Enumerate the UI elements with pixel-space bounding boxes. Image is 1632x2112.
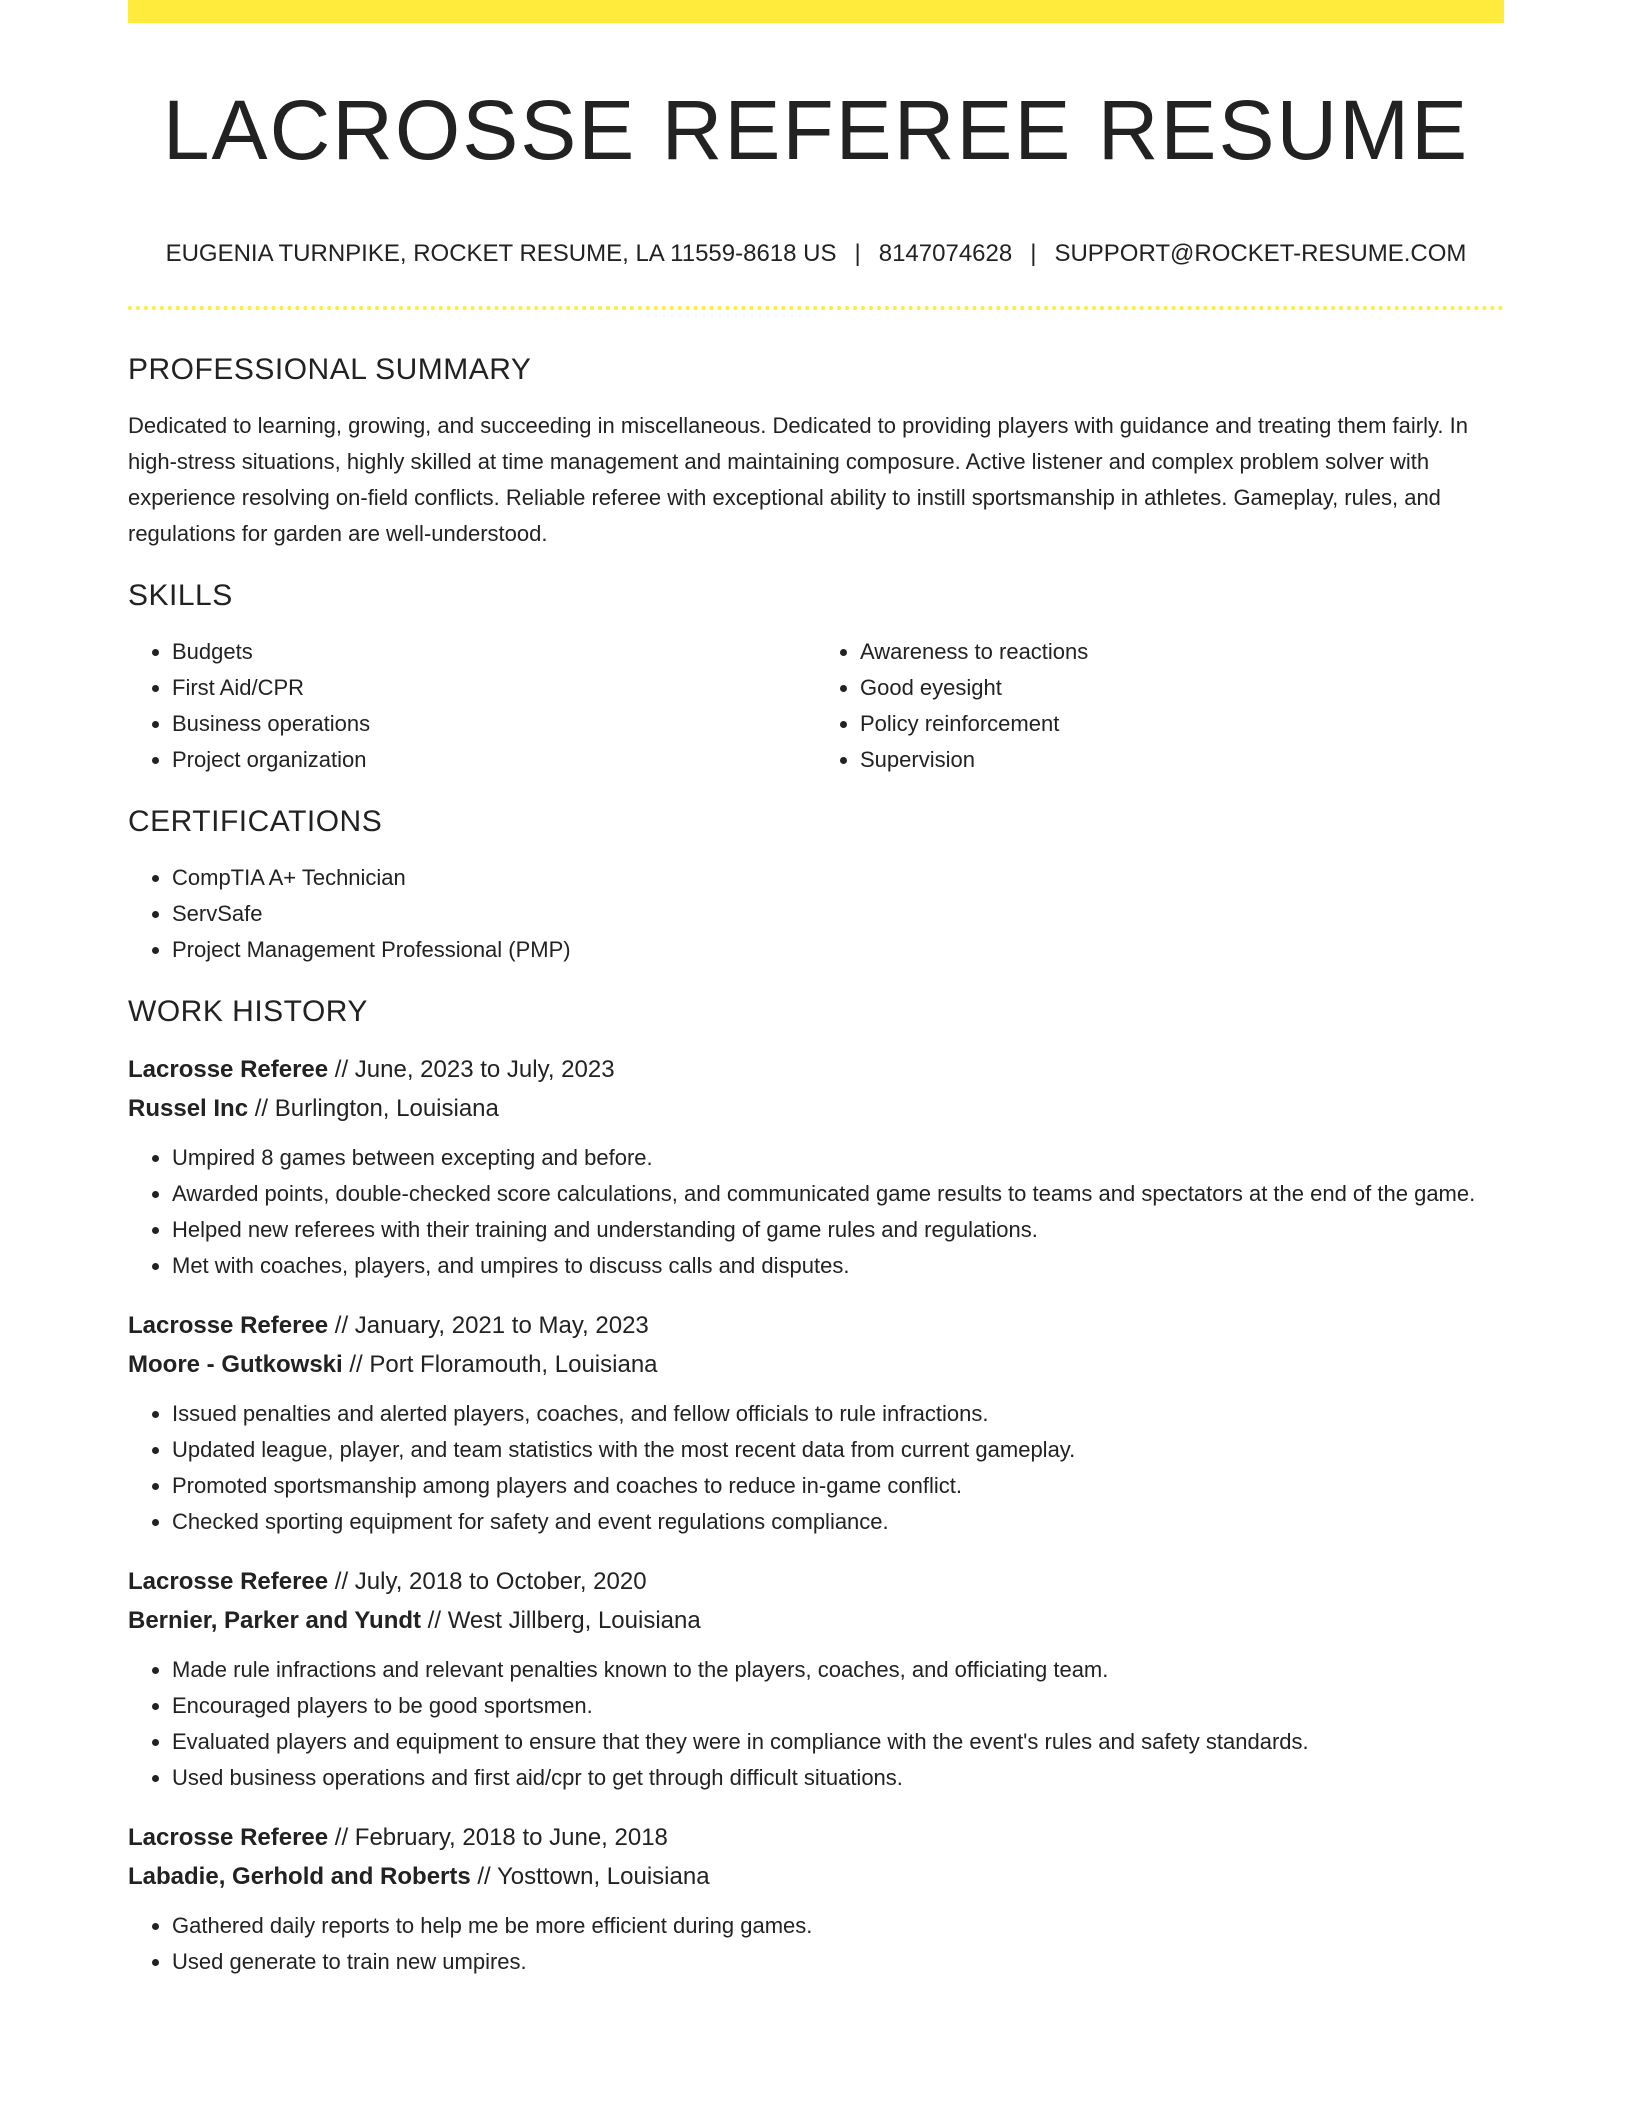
job-bullet: • Met with coaches, players, and umpires to discuss calls and disputes.	[172, 1248, 1504, 1284]
job-dates: // June, 2023 to July, 2023	[328, 1056, 615, 1083]
certifications-list	[128, 860, 1504, 968]
job-title-line	[128, 1050, 1504, 1089]
job-entry	[128, 1050, 1504, 1284]
contact-phone: 8147074628	[878, 240, 1013, 267]
job-title-line	[128, 1818, 1504, 1857]
certification-item: • ServSafe	[172, 896, 1504, 932]
certification-item: • Project Management Professional (PMP)	[172, 932, 1504, 968]
certifications-section	[128, 802, 1504, 968]
job-bullet: • Awarded points, double-checked score calculations, and communicated game results to teams and spectators at the end of the game.	[172, 1176, 1504, 1212]
work-history-section	[128, 992, 1504, 1980]
contact-address: EUGENIA TURNPIKE, ROCKET RESUME, LA 11559-8618 US	[165, 240, 837, 267]
section-heading: CERTIFICATIONS	[128, 805, 383, 838]
summary-text: Dedicated to learning, growing, and succeeding in miscellaneous. Dedicated to providing players with guidance and treating them fairly. In high-stress situations, highly skilled at time management and maintaining composure. Active listener and complex problem solver with experience resolving on-field conflicts. Reliable referee with exceptional ability to instill sportsmanship in athletes. Gameplay, rules, and regulations for garden are well-understood.	[128, 413, 1468, 546]
job-bullet: • Encouraged players to be good sportsmen.	[172, 1688, 1504, 1724]
job-location: // Port Floramouth, Louisiana	[342, 1351, 658, 1378]
job-bullet: • Promoted sportsmanship among players and coaches to reduce in-game conflict.	[172, 1468, 1504, 1504]
job-bullet: • Helped new referees with their training and understanding of game rules and regulations.	[172, 1212, 1504, 1248]
job-dates: // February, 2018 to June, 2018	[328, 1824, 668, 1851]
job-bullets	[128, 1140, 1504, 1284]
contact-email: SUPPORT@ROCKET-RESUME.COM	[1054, 240, 1467, 267]
job-bullet: • Used generate to train new umpires.	[172, 1944, 1504, 1980]
job-bullet: • Checked sporting equipment for safety and event regulations compliance.	[172, 1504, 1504, 1540]
job-entry	[128, 1562, 1504, 1796]
job-company: Labadie, Gerhold and Roberts	[128, 1863, 471, 1890]
section-heading: WORK HISTORY	[128, 995, 368, 1028]
skills-grid	[128, 634, 1504, 802]
skill-item: • Awareness to reactions	[860, 634, 1504, 670]
job-bullet: • Evaluated players and equipment to ensure that they were in compliance with the event's rules and safety standards.	[172, 1724, 1504, 1760]
job-title: Lacrosse Referee	[128, 1824, 329, 1851]
job-bullet: • Updated league, player, and team statistics with the most recent data from current gameplay.	[172, 1432, 1504, 1468]
skill-item: • Supervision	[860, 742, 1504, 778]
contact-separator: |	[1030, 240, 1037, 267]
job-company-line	[128, 1089, 1504, 1128]
job-title: Lacrosse Referee	[128, 1568, 329, 1595]
job-title-line	[128, 1306, 1504, 1345]
job-dates: // July, 2018 to October, 2020	[328, 1568, 647, 1595]
skill-item: • Project organization	[172, 742, 816, 778]
resume-sections	[128, 350, 1504, 2002]
section-heading: SKILLS	[128, 579, 233, 612]
contact-separator: |	[854, 240, 861, 267]
section-heading: PROFESSIONAL SUMMARY	[128, 353, 532, 386]
dotted-divider	[128, 306, 1504, 310]
job-company-line	[128, 1857, 1504, 1896]
accent-top-bar	[128, 0, 1504, 23]
job-company-line	[128, 1601, 1504, 1640]
skills-list-left	[128, 634, 816, 778]
skills-list-right	[816, 634, 1504, 778]
job-company: Russel Inc	[128, 1095, 249, 1122]
job-location: // Yosttown, Louisiana	[470, 1863, 710, 1890]
job-bullets	[128, 1652, 1504, 1796]
job-bullets	[128, 1908, 1504, 1980]
job-bullet: • Issued penalties and alerted players, coaches, and fellow officials to rule infractions.	[172, 1396, 1504, 1432]
job-dates: // January, 2021 to May, 2023	[328, 1312, 649, 1339]
skill-item: • Business operations	[172, 706, 816, 742]
job-location: // Burlington, Louisiana	[248, 1095, 499, 1122]
job-company: Bernier, Parker and Yundt	[128, 1607, 422, 1634]
certification-item: • CompTIA A+ Technician	[172, 860, 1504, 896]
skill-item: • Policy reinforcement	[860, 706, 1504, 742]
job-bullet: • Made rule infractions and relevant penalties known to the players, coaches, and officiating team.	[172, 1652, 1504, 1688]
job-bullets	[128, 1396, 1504, 1540]
job-entry	[128, 1306, 1504, 1540]
professional-summary-section	[128, 350, 1504, 552]
skill-item: • Budgets	[172, 634, 816, 670]
resume-title: LACROSSE REFEREE RESUME	[162, 83, 1470, 177]
skill-item: • First Aid/CPR	[172, 670, 816, 706]
skills-section	[128, 576, 1504, 802]
job-title-line	[128, 1562, 1504, 1601]
job-company-line	[128, 1345, 1504, 1384]
contact-line	[128, 236, 1504, 272]
job-company: Moore - Gutkowski	[128, 1351, 343, 1378]
job-location: // West Jillberg, Louisiana	[421, 1607, 701, 1634]
job-bullet: • Gathered daily reports to help me be more efficient during games.	[172, 1908, 1504, 1944]
job-bullet: • Used business operations and first aid/cpr to get through difficult situations.	[172, 1760, 1504, 1796]
job-entry	[128, 1818, 1504, 1980]
job-bullet: • Umpired 8 games between excepting and before.	[172, 1140, 1504, 1176]
job-title: Lacrosse Referee	[128, 1056, 329, 1083]
skill-item: • Good eyesight	[860, 670, 1504, 706]
job-title: Lacrosse Referee	[128, 1312, 329, 1339]
